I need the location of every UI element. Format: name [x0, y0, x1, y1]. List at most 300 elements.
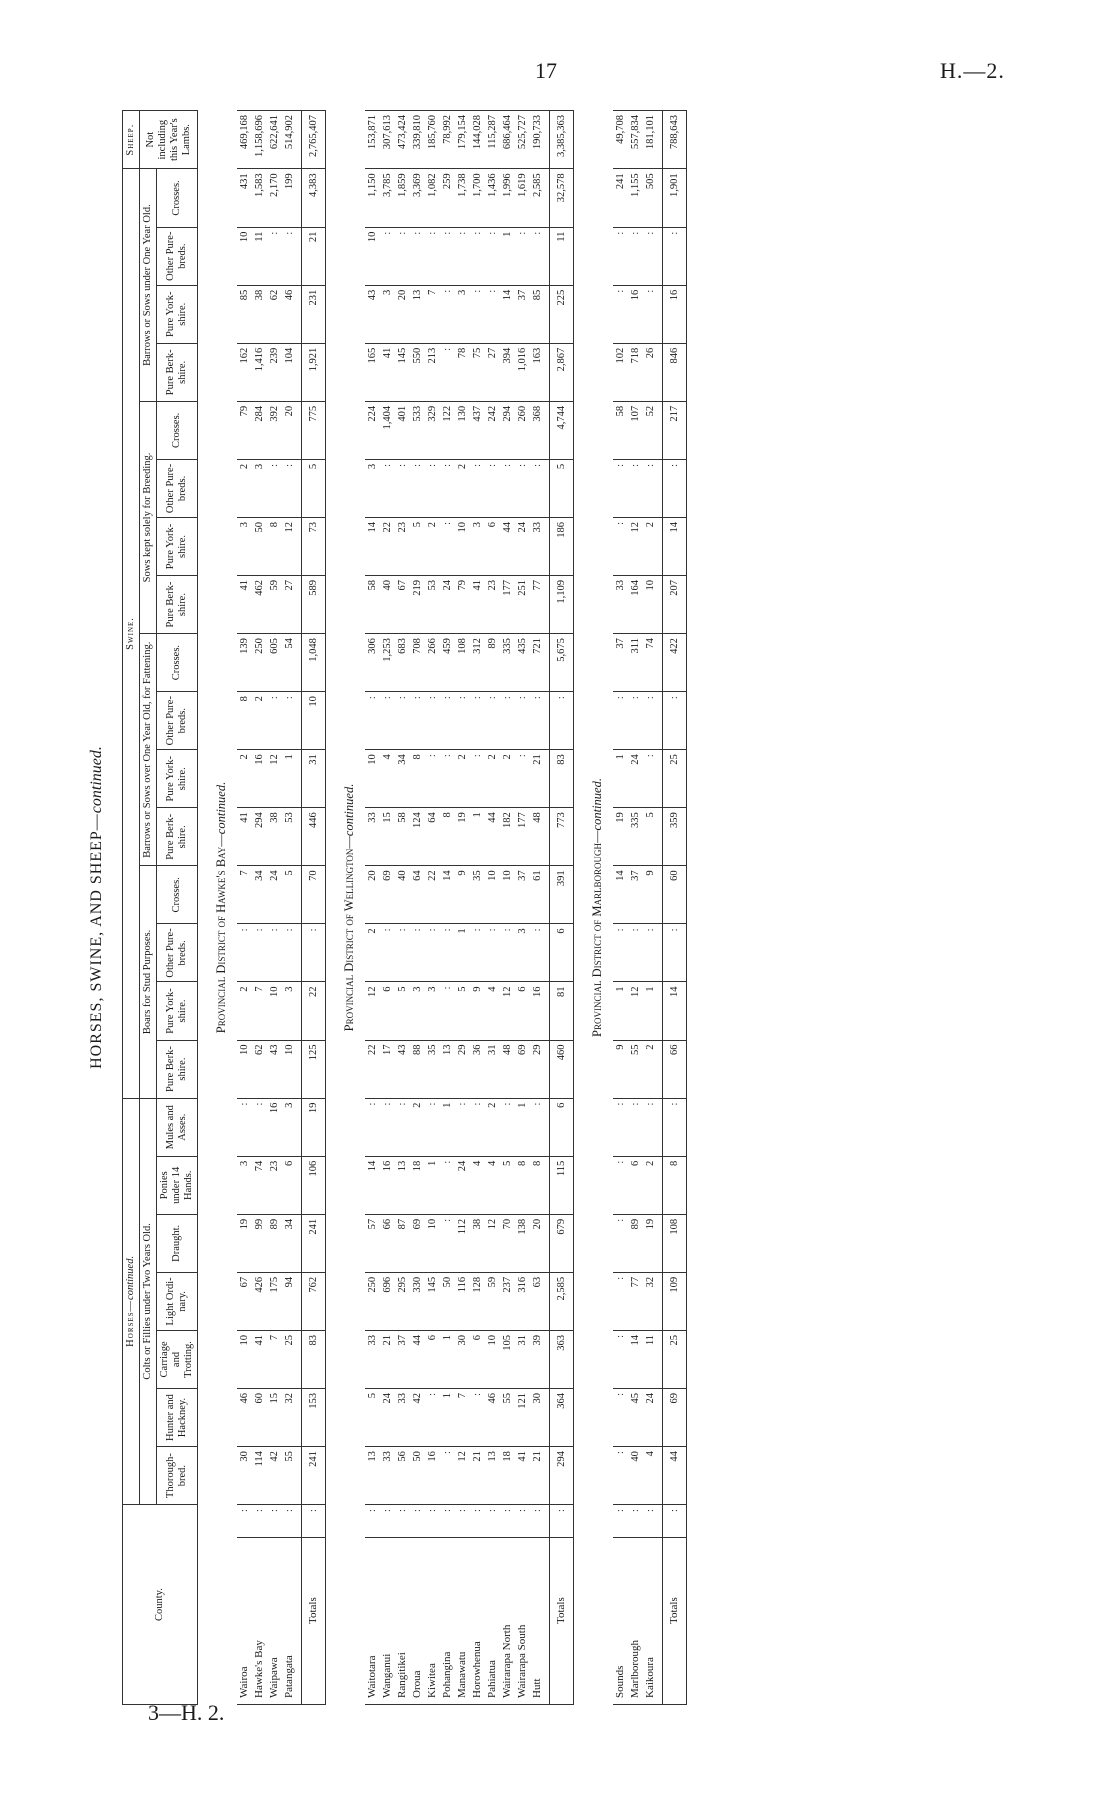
value-cell: 164 [628, 576, 643, 634]
value-cell: 1 [455, 924, 470, 982]
value-cell: 19 [302, 1098, 326, 1156]
value-cell: : [395, 227, 410, 285]
value-cell: 62 [267, 285, 282, 343]
value-cell: : [252, 1098, 267, 1156]
value-cell: 459 [440, 634, 455, 692]
value-cell: : [500, 1098, 515, 1156]
value-cell: 1 [500, 227, 515, 285]
value-cell: 23 [395, 517, 410, 575]
rotated-table-page [88, 110, 1048, 1705]
value-cell: 69 [515, 1040, 530, 1098]
value-cell: 294 [500, 401, 515, 459]
value-cell: 15 [267, 1389, 282, 1447]
dot-leader-cell: : [440, 1505, 455, 1538]
value-cell: 788,643 [663, 111, 687, 169]
section-title-continued: continued. [590, 778, 605, 831]
value-cell: : [425, 459, 440, 517]
under-crosses-header: Crosses. [157, 169, 198, 227]
value-cell: 77 [530, 576, 550, 634]
value-cell: 41 [252, 1330, 267, 1388]
table-row [365, 111, 380, 1705]
value-cell: 85 [237, 285, 252, 343]
value-cell: : [613, 692, 628, 750]
value-cell: 4,744 [550, 401, 574, 459]
value-cell: 239 [267, 343, 282, 401]
value-cell: : [613, 924, 628, 982]
value-cell: 718 [628, 343, 643, 401]
value-cell: 79 [237, 401, 252, 459]
value-cell: : [613, 227, 628, 285]
value-cell: 54 [282, 634, 302, 692]
value-cell: : [440, 924, 455, 982]
value-cell: : [613, 1156, 628, 1214]
value-cell: : [515, 459, 530, 517]
value-cell: 775 [302, 401, 326, 459]
value-cell: 87 [395, 1214, 410, 1272]
value-cell: 1,619 [515, 169, 530, 227]
value-cell: 525,727 [515, 111, 530, 169]
value-cell: 24 [643, 1389, 663, 1447]
value-cell: 708 [410, 634, 425, 692]
value-cell: 1,048 [302, 634, 326, 692]
value-cell: 20 [530, 1214, 550, 1272]
value-cell: : [425, 750, 440, 808]
value-cell: 130 [455, 401, 470, 459]
value-cell: 75 [470, 343, 485, 401]
value-cell: 622,641 [267, 111, 282, 169]
value-cell: 1,150 [365, 169, 380, 227]
value-cell: 10 [455, 517, 470, 575]
value-cell: : [613, 1447, 628, 1505]
value-cell: 4 [643, 1447, 663, 1505]
value-cell: 37 [515, 866, 530, 924]
value-cell: 33 [395, 1389, 410, 1447]
value-cell: 329 [425, 401, 440, 459]
value-cell: : [440, 1156, 455, 1214]
totals-row [550, 111, 574, 1705]
value-cell: 22 [380, 517, 395, 575]
value-cell: 3 [380, 285, 395, 343]
value-cell: 10 [485, 1330, 500, 1388]
dot-leader-cell: : [410, 1505, 425, 1538]
value-cell: : [628, 459, 643, 517]
value-cell: 1 [515, 1098, 530, 1156]
value-cell: 16 [380, 1156, 395, 1214]
sows-yorkshire-header: Pure York-shire. [157, 517, 198, 575]
value-cell: : [550, 692, 574, 750]
value-cell: 4 [380, 750, 395, 808]
value-cell: : [380, 459, 395, 517]
value-cell: 32,578 [550, 169, 574, 227]
value-cell: 2,585 [550, 1272, 574, 1330]
value-cell: : [613, 517, 628, 575]
value-cell: 121 [515, 1389, 530, 1447]
dot-leader-cell: : [613, 1505, 628, 1538]
value-cell: : [613, 1214, 628, 1272]
value-cell: : [440, 750, 455, 808]
value-cell: : [440, 517, 455, 575]
value-cell: 35 [470, 866, 485, 924]
value-cell: 6 [380, 982, 395, 1040]
value-cell: 5 [395, 982, 410, 1040]
value-cell: 8 [237, 692, 252, 750]
county-name-cell: Oroua [410, 1538, 425, 1705]
value-cell: 2 [643, 517, 663, 575]
table-body [198, 111, 687, 1705]
value-cell: 3 [470, 517, 485, 575]
value-cell: 85 [530, 285, 550, 343]
value-cell: 505 [643, 169, 663, 227]
value-cell: 2,170 [267, 169, 282, 227]
value-cell: 2 [455, 750, 470, 808]
value-cell: : [613, 1389, 628, 1447]
under-yorkshire-header: Pure York-shire. [157, 285, 198, 343]
dot-leader-cell: : [455, 1505, 470, 1538]
value-cell: 1 [470, 808, 485, 866]
table-row [628, 111, 643, 1705]
value-cell: 16 [530, 982, 550, 1040]
value-cell: 10 [365, 227, 380, 285]
value-cell: 139 [237, 634, 252, 692]
value-cell: 3 [282, 1098, 302, 1156]
value-cell: 3 [237, 517, 252, 575]
value-cell: 2 [365, 924, 380, 982]
section-title-text: Provincial District of Hawke's Bay— [214, 834, 229, 1034]
value-cell: : [425, 1098, 440, 1156]
value-cell: 683 [395, 634, 410, 692]
value-cell: : [395, 924, 410, 982]
dot-leader-cell: : [550, 1505, 574, 1538]
value-cell: 33 [365, 1330, 380, 1388]
value-cell: 43 [395, 1040, 410, 1098]
value-cell: 295 [395, 1272, 410, 1330]
value-cell: : [425, 924, 440, 982]
value-cell: 79 [455, 576, 470, 634]
value-cell: : [410, 692, 425, 750]
value-cell: 18 [500, 1447, 515, 1505]
value-cell: 1,901 [663, 169, 687, 227]
value-cell: 12 [267, 750, 282, 808]
dot-leader-cell: : [302, 1505, 326, 1538]
value-cell: 19 [643, 1214, 663, 1272]
value-cell: 217 [663, 401, 687, 459]
value-cell: : [628, 1098, 643, 1156]
value-cell: 312 [470, 634, 485, 692]
boars-yorkshire-header: Pure York-shire. [157, 982, 198, 1040]
value-cell: 38 [470, 1214, 485, 1272]
value-cell: : [613, 1098, 628, 1156]
value-cell: 41 [237, 808, 252, 866]
value-cell: 13 [365, 1447, 380, 1505]
value-cell: : [500, 924, 515, 982]
value-cell: 50 [410, 1447, 425, 1505]
value-cell: 59 [267, 576, 282, 634]
county-name-cell: Waitotara [365, 1538, 380, 1705]
value-cell: 63 [530, 1272, 550, 1330]
value-cell: : [470, 285, 485, 343]
value-cell: 401 [395, 401, 410, 459]
value-cell: 10 [365, 750, 380, 808]
value-cell: 108 [663, 1214, 687, 1272]
table-row [613, 111, 628, 1705]
value-cell: 213 [425, 343, 440, 401]
dot-leader-cell: : [395, 1505, 410, 1538]
value-cell: 3,785 [380, 169, 395, 227]
value-cell: 696 [380, 1272, 395, 1330]
value-cell: 1,155 [628, 169, 643, 227]
value-cell: 22 [425, 866, 440, 924]
value-cell: 394 [500, 343, 515, 401]
value-cell: : [365, 692, 380, 750]
value-cell: 16 [252, 750, 267, 808]
value-cell: : [515, 692, 530, 750]
value-cell: : [515, 227, 530, 285]
barrows-over-group-header: Barrows or Sows over One Year Old, for Fattening. [140, 634, 157, 866]
county-name-cell: Patangata [282, 1538, 302, 1705]
colts-group-header: Colts or Fillies under Two Years Old. [140, 1098, 157, 1505]
value-cell: : [530, 1098, 550, 1156]
value-cell: 12 [365, 982, 380, 1040]
value-cell: 23 [485, 576, 500, 634]
dot-leader-cell: : [485, 1505, 500, 1538]
value-cell: 49,708 [613, 111, 628, 169]
value-cell: 20 [365, 866, 380, 924]
value-cell: 37 [628, 866, 643, 924]
value-cell: 12 [485, 1214, 500, 1272]
value-cell: 19 [237, 1214, 252, 1272]
value-cell: 145 [425, 1272, 440, 1330]
value-cell: 2 [500, 750, 515, 808]
value-cell: 10 [237, 227, 252, 285]
value-cell: 2 [425, 517, 440, 575]
value-cell: : [530, 924, 550, 982]
value-cell: : [395, 692, 410, 750]
value-cell: : [455, 227, 470, 285]
value-cell: 67 [237, 1272, 252, 1330]
value-cell: 88 [410, 1040, 425, 1098]
value-cell: 32 [282, 1389, 302, 1447]
value-cell: 7 [237, 866, 252, 924]
value-cell: 40 [628, 1447, 643, 1505]
value-cell: 55 [500, 1389, 515, 1447]
value-cell: : [410, 924, 425, 982]
value-cell: : [643, 285, 663, 343]
value-cell: 66 [663, 1040, 687, 1098]
value-cell: 9 [455, 866, 470, 924]
value-cell: 20 [282, 401, 302, 459]
value-cell: 2,867 [550, 343, 574, 401]
document-reference: H.—2. [940, 58, 1005, 83]
value-cell: 15 [380, 808, 395, 866]
value-cell: 8 [440, 808, 455, 866]
value-cell: : [663, 459, 687, 517]
value-cell: 69 [410, 1214, 425, 1272]
value-cell: : [515, 750, 530, 808]
value-cell: : [380, 924, 395, 982]
value-cell: 78,992 [440, 111, 455, 169]
value-cell: 77 [628, 1272, 643, 1330]
value-cell: : [252, 924, 267, 982]
value-cell: 22 [302, 982, 326, 1040]
value-cell: 21 [530, 750, 550, 808]
value-cell: 89 [628, 1214, 643, 1272]
value-cell: 6 [628, 1156, 643, 1214]
value-cell: 231 [302, 285, 326, 343]
value-cell: 138 [515, 1214, 530, 1272]
value-cell: 50 [440, 1272, 455, 1330]
value-cell: 177 [515, 808, 530, 866]
value-cell: 10 [500, 866, 515, 924]
sows-breeding-group-header: Sows kept solely for Breeding. [140, 401, 157, 633]
value-cell: 32 [643, 1272, 663, 1330]
value-cell: 99 [252, 1214, 267, 1272]
value-cell: 2 [237, 750, 252, 808]
value-cell: 22 [365, 1040, 380, 1098]
value-cell: 260 [515, 401, 530, 459]
value-cell: 1 [440, 1098, 455, 1156]
value-cell: 16 [267, 1098, 282, 1156]
value-cell: 5 [410, 517, 425, 575]
value-cell: 2 [237, 982, 252, 1040]
value-cell: 241 [302, 1214, 326, 1272]
value-cell: 7 [455, 1389, 470, 1447]
value-cell: 1,583 [252, 169, 267, 227]
value-cell: 83 [550, 750, 574, 808]
value-cell: 60 [663, 866, 687, 924]
dot-leader-cell: : [470, 1505, 485, 1538]
table-row [440, 111, 455, 1705]
value-cell: 514,902 [282, 111, 302, 169]
value-cell: 38 [252, 285, 267, 343]
value-cell: 1 [613, 750, 628, 808]
value-cell: 58 [365, 576, 380, 634]
value-cell: 237 [500, 1272, 515, 1330]
value-cell: 4 [470, 1156, 485, 1214]
totals-row [663, 111, 687, 1705]
value-cell: 6 [550, 1098, 574, 1156]
value-cell: 104 [282, 343, 302, 401]
value-cell: 14 [365, 517, 380, 575]
value-cell: 14 [628, 1330, 643, 1388]
value-cell: : [455, 1098, 470, 1156]
value-cell: : [282, 227, 302, 285]
value-cell: 48 [500, 1040, 515, 1098]
value-cell: 1,016 [515, 343, 530, 401]
value-cell: 56 [395, 1447, 410, 1505]
carriage-header: Carriage and Trotting. [157, 1330, 198, 1388]
value-cell: : [663, 692, 687, 750]
value-cell: 53 [425, 576, 440, 634]
value-cell: 44 [500, 517, 515, 575]
county-name-cell: Kiwitea [425, 1538, 440, 1705]
value-cell: : [440, 459, 455, 517]
value-cell: 34 [395, 750, 410, 808]
value-cell: 40 [380, 576, 395, 634]
county-name-cell: Wairarapa North [500, 1538, 515, 1705]
value-cell: 469,168 [237, 111, 252, 169]
value-cell: 46 [485, 1389, 500, 1447]
over-crosses-header: Crosses. [157, 634, 198, 692]
value-cell: 50 [252, 517, 267, 575]
value-cell: : [410, 459, 425, 517]
value-cell: 241 [613, 169, 628, 227]
value-cell: 294 [252, 808, 267, 866]
value-cell: 39 [530, 1330, 550, 1388]
dot-leader-cell: : [663, 1505, 687, 1538]
value-cell: 1,921 [302, 343, 326, 401]
dot-leader-cell: : [380, 1505, 395, 1538]
hunter-header: Hunter and Hackney. [157, 1389, 198, 1447]
value-cell: 13 [440, 1040, 455, 1098]
value-cell: 1,082 [425, 169, 440, 227]
value-cell: 10 [267, 982, 282, 1040]
value-cell: 686,464 [500, 111, 515, 169]
value-cell: : [500, 459, 515, 517]
value-cell: 5 [550, 459, 574, 517]
value-cell: 6 [515, 982, 530, 1040]
value-cell: 5 [643, 808, 663, 866]
value-cell: : [613, 285, 628, 343]
value-cell: 6 [425, 1330, 440, 1388]
value-cell: 2 [643, 1156, 663, 1214]
value-cell: 62 [252, 1040, 267, 1098]
value-cell: 31 [515, 1330, 530, 1388]
value-cell: 12 [500, 982, 515, 1040]
value-cell: 10 [237, 1040, 252, 1098]
title-main: HORSES, SWINE, AND SHEEP— [88, 813, 105, 1069]
value-cell: 10 [643, 576, 663, 634]
value-cell: 25 [282, 1330, 302, 1388]
county-name-cell: Manawatu [455, 1538, 470, 1705]
county-name-cell: Kaikoura [643, 1538, 663, 1705]
value-cell: 115 [550, 1156, 574, 1214]
value-cell: 144,028 [470, 111, 485, 169]
value-cell: : [643, 227, 663, 285]
value-cell: : [485, 692, 500, 750]
value-cell: 25 [663, 1330, 687, 1388]
value-cell: 8 [515, 1156, 530, 1214]
value-cell: 1,158,696 [252, 111, 267, 169]
value-cell: : [485, 459, 500, 517]
value-cell: 5 [282, 866, 302, 924]
dot-leader-cell: : [282, 1505, 302, 1538]
value-cell: 557,834 [628, 111, 643, 169]
county-name-cell: Hawke's Bay [252, 1538, 267, 1705]
boars-berkshire-header: Pure Berk-shire. [157, 1040, 198, 1098]
value-cell: 762 [302, 1272, 326, 1330]
value-cell: 462 [252, 576, 267, 634]
value-cell: 14 [500, 285, 515, 343]
value-cell: 363 [550, 1330, 574, 1388]
value-cell: : [643, 459, 663, 517]
value-cell: 5 [365, 1389, 380, 1447]
value-cell: 12 [628, 982, 643, 1040]
value-cell: 116 [455, 1272, 470, 1330]
value-cell: 41 [470, 576, 485, 634]
value-cell: 225 [550, 285, 574, 343]
value-cell: 106 [302, 1156, 326, 1214]
ponies-header: Ponies under 14 Hands. [157, 1156, 198, 1214]
county-header: County. [123, 1505, 198, 1705]
value-cell: 250 [252, 634, 267, 692]
value-cell: 14 [440, 866, 455, 924]
value-cell: : [440, 1447, 455, 1505]
county-name-cell: Sounds [613, 1538, 628, 1705]
value-cell: 19 [613, 808, 628, 866]
value-cell: : [425, 227, 440, 285]
value-cell: : [425, 692, 440, 750]
value-cell: 66 [380, 1214, 395, 1272]
